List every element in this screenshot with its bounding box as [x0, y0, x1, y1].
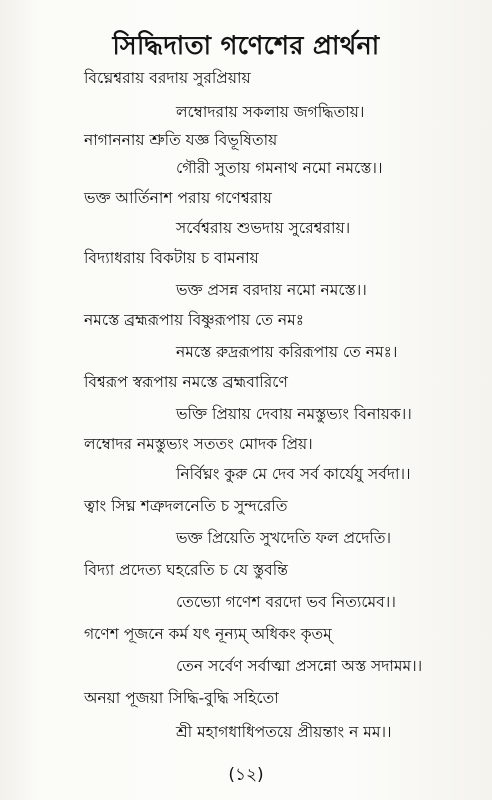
verse-7-line-1: লম্বোদর নমস্তুভ্যং সততং মোদক প্রিয়।: [84, 435, 313, 453]
verse-1-line-1: বিঘ্নেশ্বরায় বরদায় সুরপ্রিয়ায়: [84, 69, 251, 87]
verse-2-line-2: গৌরী সুতায় গমনাথ নমো নমস্তে।।: [176, 159, 383, 177]
verse-1-line-2: লম্বোদরায় সকলায় জগদ্ধিতায়।: [176, 103, 365, 121]
verse-4-line-2: ভক্ত প্রসন্ন বরদায় নমো নমস্তে।।: [176, 281, 367, 299]
verse-4-line-1: বিদ্যাধরায় বিকটায় চ বামনায়: [84, 249, 259, 267]
verse-7-line-2: নির্বিঘ্নং কুরু মে দেব সর্ব কার্যেযু সর্বদা।।: [176, 465, 411, 483]
verse-6-line-1: বিশ্বরূপ স্বরূপায় নমস্তে ব্রহ্মবারিণে: [84, 373, 288, 391]
verse-10-line-2: তেন সর্বেণ সর্বাত্মা প্রসন্নো অস্ত সদামম।।: [176, 657, 423, 675]
verse-3-line-2: সর্বেশ্বরায় শুভদায় সুরেশ্বরায়।: [176, 219, 351, 237]
verse-6-line-2: ভক্তি প্রিয়ায় দেবায় নমস্তুভ্যং বিনায়ক।।: [176, 405, 412, 423]
verse-5-line-2: নমস্তে রুদ্ররূপায় করিরূপায় তে নমঃ।: [176, 343, 398, 361]
page-number: (১২): [228, 765, 264, 785]
verse-3-line-1: ভক্ত আর্তিনাশ পরায় গণেশ্বরায়: [84, 189, 272, 207]
page-title: সিদ্ধিদাতা গণেশের প্রার্থনা: [112, 31, 380, 61]
verse-11-line-2: শ্রী মহাগধাধিপতয়ে প্রীয়ন্তাং ন মম।।: [176, 723, 392, 741]
verse-8-line-2: ভক্ত প্রিয়েতি সুখদেতি ফল প্রদেতি।: [176, 529, 392, 547]
verse-11-line-1: অনয়া পূজয়া সিদ্ধি-বুদ্ধি সহিতো: [84, 689, 279, 707]
verse-9-line-2: তেভ্যো গণেশ বরদো ভব নিত্যমেব।।: [176, 593, 396, 611]
verse-5-line-1: নমস্তে ব্রহ্মরূপায় বিষ্ণুরূপায় তে নমঃ: [84, 311, 304, 329]
verse-9-line-1: বিদ্যা প্রদেত্য ঘহরেতি চ যে স্তুবন্তি: [84, 561, 288, 579]
verse-8-line-1: ত্বাং সিঘ্ন শত্রুদলনেতি চ সুন্দরেতি: [84, 497, 288, 515]
verse-2-line-1: নাগাননায় শ্রুতি যজ্ঞ বিভূষিতায়: [84, 131, 278, 149]
verse-10-line-1: গণেশ পূজনে কর্ম যৎ নূন্যম্ অধিকং কৃতম্: [84, 625, 332, 643]
